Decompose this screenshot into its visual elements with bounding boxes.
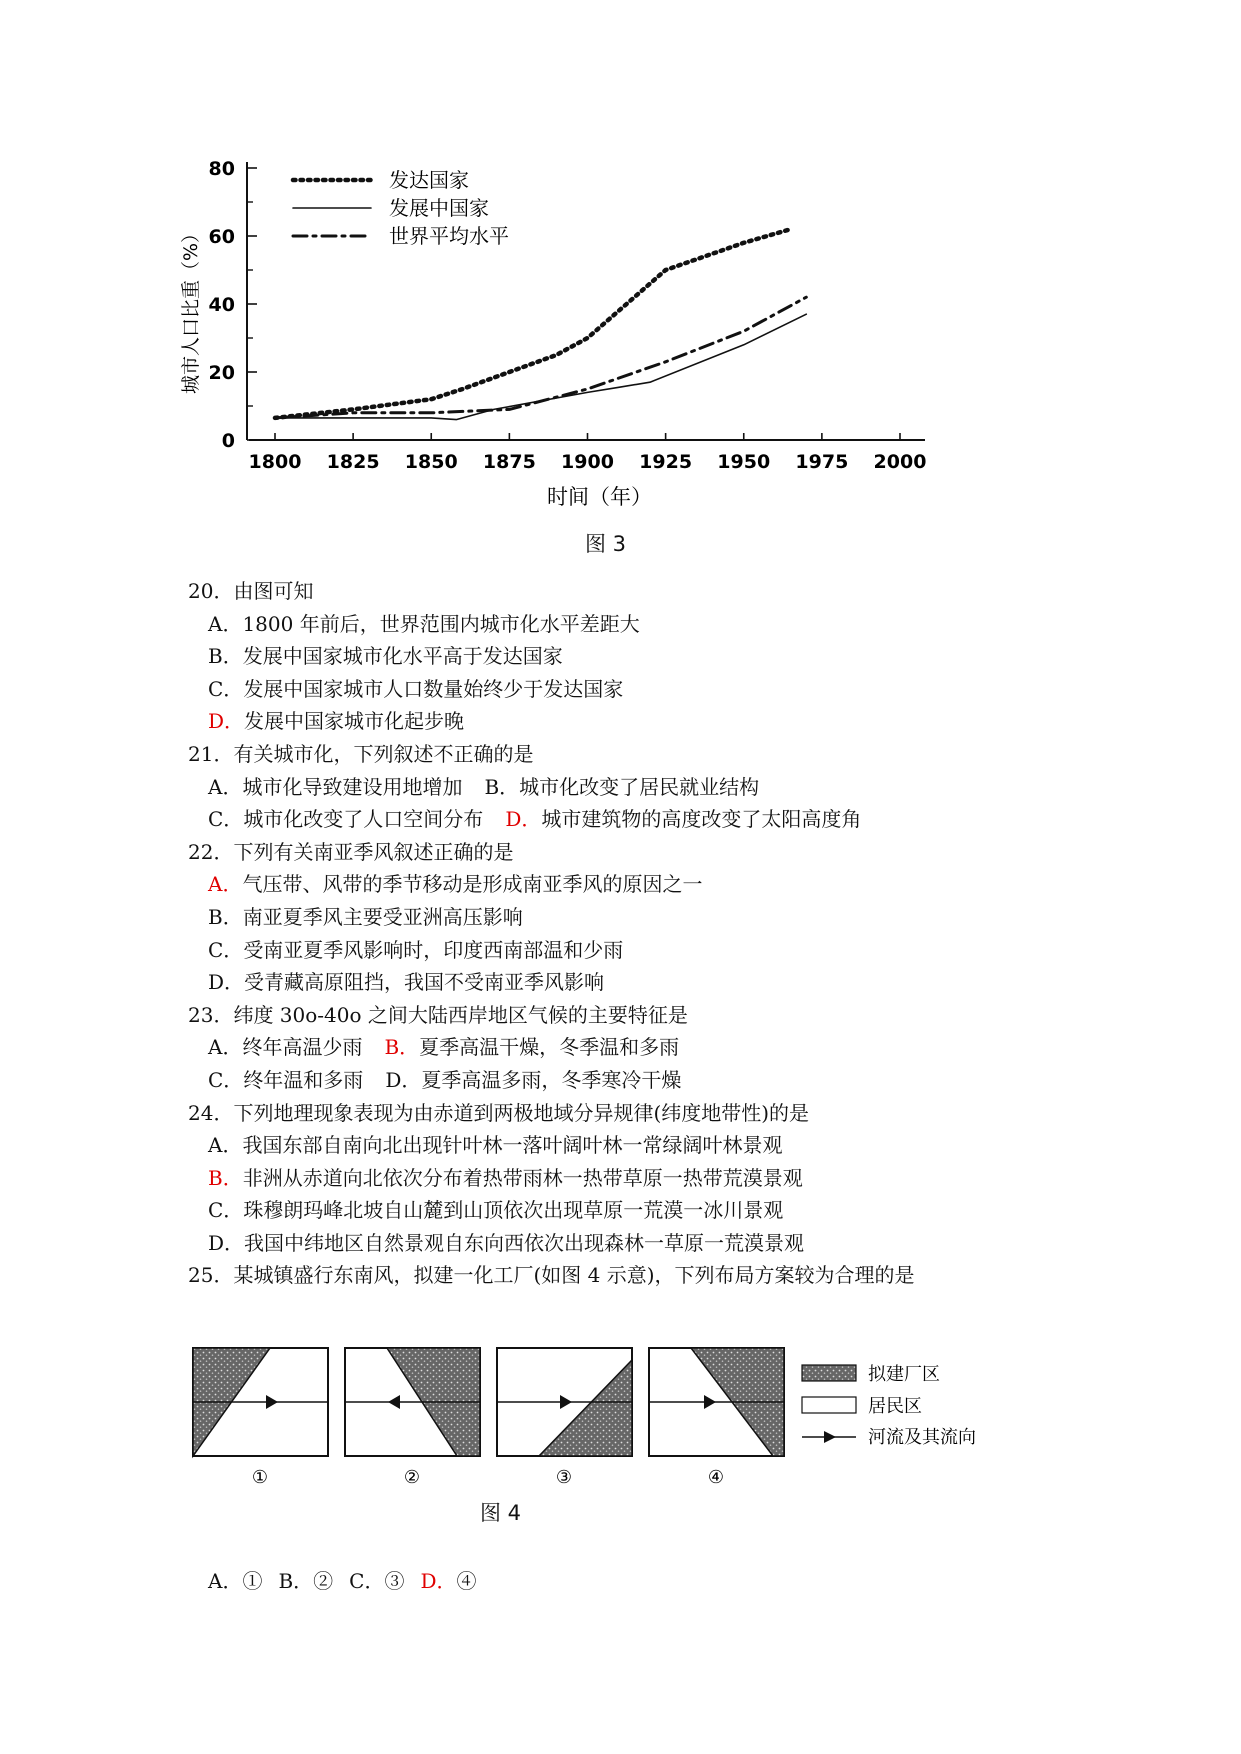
x-tick-label: 2000 (873, 451, 927, 473)
option-text: 受青藏高原阻挡，我国不受南亚季风影响 (244, 970, 605, 995)
option-20-b (188, 640, 1068, 673)
x-tick-label: 1850 (404, 451, 458, 473)
legend-residential-label: 居民区 (868, 1396, 922, 1417)
option-letter: B． (278, 1569, 314, 1593)
question-24 (188, 1097, 1068, 1130)
option-letter: C． (208, 676, 244, 701)
y-tick-label: 20 (208, 362, 235, 384)
option-letter: A． (208, 1569, 243, 1593)
panel-1 (193, 1348, 328, 1488)
option-text: ② (313, 1569, 334, 1593)
option-letter: D． (208, 970, 245, 995)
option-20-d (188, 705, 1068, 738)
option-text: 终年温和多雨 (243, 1067, 364, 1092)
panel-label: ③ (555, 1467, 573, 1488)
question-21 (188, 738, 1068, 771)
figure-3-chart (180, 150, 950, 530)
legend-river-label: 河流及其流向 (868, 1427, 976, 1448)
option-22-c (188, 934, 1068, 967)
option-text: 南亚夏季风主要受亚洲高压影响 (242, 904, 523, 929)
option-text: 终年高温少雨 (242, 1035, 363, 1060)
factory-layout-diagram (190, 1345, 1010, 1505)
series-line-2 (275, 314, 806, 419)
legend-factory-label: 拟建厂区 (868, 1364, 940, 1385)
y-axis-label: 城市人口比重（%） (180, 223, 202, 395)
question-stem: 由图可知 (233, 579, 314, 603)
legend-label-1: 发达国家 (389, 168, 469, 192)
y-tick-label: 80 (208, 158, 235, 180)
x-axis-label: 时间（年） (547, 485, 652, 509)
panel-label: ② (403, 1467, 421, 1488)
x-tick-label: 1800 (248, 451, 302, 473)
option-letter: C． (349, 1569, 385, 1593)
answer-letter: D． (505, 807, 542, 832)
option-24-b (188, 1162, 1068, 1195)
urbanization-line-chart (180, 150, 950, 530)
option-letter: A． (208, 611, 243, 636)
option-letter: C． (208, 1198, 244, 1223)
option-24-a (188, 1129, 1068, 1162)
question-number: 24． (188, 1100, 234, 1125)
legend-factory-swatch (802, 1365, 856, 1381)
option-text: 我国中纬地区自然景观自东向西依次出现森林一草原一荒漠景观 (244, 1230, 805, 1255)
option-letter: B． (484, 774, 520, 799)
panel-4 (649, 1348, 784, 1488)
option-text: 夏季高温多雨，冬季寒冷干燥 (421, 1067, 682, 1092)
option-text: ③ (384, 1569, 405, 1593)
option-letter: A． (208, 1035, 243, 1060)
option-text: 我国东部自南向北出现针叶林一落叶阔叶林一常绿阔叶林景观 (242, 1133, 783, 1158)
series-line-1 (275, 229, 791, 418)
option-text: 发展中国家城市化水平高于发达国家 (242, 644, 563, 669)
option-22-b (188, 901, 1068, 934)
figure-4 (190, 1345, 1010, 1505)
x-tick-label: 1950 (717, 451, 771, 473)
x-tick-label: 1875 (482, 451, 536, 473)
question-stem: 下列有关南亚季风叙述正确的是 (233, 839, 514, 864)
option-row-23-cd (188, 1064, 1068, 1097)
question-23 (188, 999, 1068, 1032)
option-22-a (188, 868, 1068, 901)
option-text: 城市化改变了人口空间分布 (243, 807, 484, 832)
option-text: 气压带、风带的季节移动是形成南亚季风的原因之一 (242, 872, 703, 897)
panel-3 (497, 1348, 632, 1488)
answer-letter: A． (208, 872, 243, 897)
option-row-21-cd (188, 803, 1068, 836)
option-text: ① (242, 1569, 263, 1593)
option-text: 城市化改变了居民就业结构 (519, 774, 760, 799)
option-letter: D． (208, 1230, 245, 1255)
option-letter: C． (208, 807, 244, 832)
figure-3-caption: 图 3 (585, 532, 627, 556)
question-20 (188, 575, 1068, 608)
legend-label-2: 发展中国家 (389, 196, 489, 220)
question-stem: 下列地理现象表现为由赤道到两极地域分异规律(纬度地带性)的是 (233, 1100, 810, 1125)
question-number: 20． (188, 579, 234, 603)
option-letter: C． (208, 937, 244, 962)
panel-2 (345, 1348, 480, 1488)
option-text: 发展中国家城市人口数量始终少于发达国家 (243, 676, 624, 701)
option-letter: C． (208, 1067, 244, 1092)
option-text: 非洲从赤道向北依次分布着热带雨林一热带草原一热带荒漠景观 (242, 1165, 803, 1190)
x-tick-label: 1925 (639, 451, 693, 473)
series-line-3 (275, 297, 806, 418)
x-tick-label: 1825 (326, 451, 380, 473)
figure-4-legend (802, 1364, 976, 1448)
answer-letter: B． (384, 1035, 420, 1060)
answer-letter: B． (208, 1165, 243, 1190)
option-22-d (188, 966, 1068, 999)
option-letter: A． (208, 774, 243, 799)
option-text: ④ (456, 1569, 477, 1593)
option-20-a (188, 608, 1068, 641)
y-tick-label: 40 (208, 294, 235, 316)
option-letter: B． (208, 904, 243, 929)
option-text: 1800 年前后，世界范围内城市化水平差距大 (242, 611, 640, 636)
option-24-d (188, 1227, 1068, 1260)
answer-letter: D． (420, 1569, 457, 1593)
question-number: 25． (188, 1263, 234, 1288)
y-tick-label: 0 (221, 430, 235, 452)
option-letter: B． (208, 644, 243, 669)
option-text: 发展中国家城市化起步晚 (244, 709, 465, 734)
option-text: 受南亚夏季风影响时，印度西南部温和少雨 (243, 937, 624, 962)
option-row-21-ab (188, 771, 1068, 804)
panel-label: ④ (707, 1467, 725, 1488)
legend-river-arrow (824, 1431, 836, 1443)
option-text: 珠穆朗玛峰北坡自山麓到山顶依次出现草原一荒漠一冰川景观 (243, 1198, 784, 1223)
option-text: 夏季高温干燥，冬季温和多雨 (419, 1035, 680, 1060)
question-list (188, 575, 1068, 1292)
panel-label: ① (251, 1467, 269, 1488)
question-number: 23． (188, 1002, 234, 1027)
option-20-c (188, 673, 1068, 706)
question-stem: 某城镇盛行东南风，拟建一化工厂(如图 4 示意)，下列布局方案较为合理的是 (233, 1263, 915, 1288)
option-text: 城市建筑物的高度改变了太阳高度角 (541, 807, 862, 832)
y-tick-label: 60 (208, 226, 235, 248)
figure-4-caption: 图 4 (480, 1501, 522, 1525)
question-stem: 纬度 30o-40o 之间大陆西岸地区气候的主要特征是 (233, 1002, 688, 1027)
question-number: 21． (188, 741, 234, 766)
x-tick-label: 1975 (795, 451, 849, 473)
legend-residential-swatch (802, 1397, 856, 1413)
question-number: 22． (188, 839, 234, 864)
question-25 (188, 1259, 1068, 1292)
question-22 (188, 836, 1068, 869)
question-25-options (208, 1565, 477, 1594)
option-letter: A． (208, 1133, 243, 1158)
x-tick-label: 1900 (561, 451, 614, 473)
option-row-23-ab (188, 1031, 1068, 1064)
legend-label-3: 世界平均水平 (389, 224, 509, 248)
question-stem: 有关城市化，下列叙述不正确的是 (233, 741, 534, 766)
option-text: 城市化导致建设用地增加 (242, 774, 463, 799)
option-letter: D． (385, 1067, 422, 1092)
option-24-c (188, 1194, 1068, 1227)
answer-letter: D． (208, 709, 245, 734)
